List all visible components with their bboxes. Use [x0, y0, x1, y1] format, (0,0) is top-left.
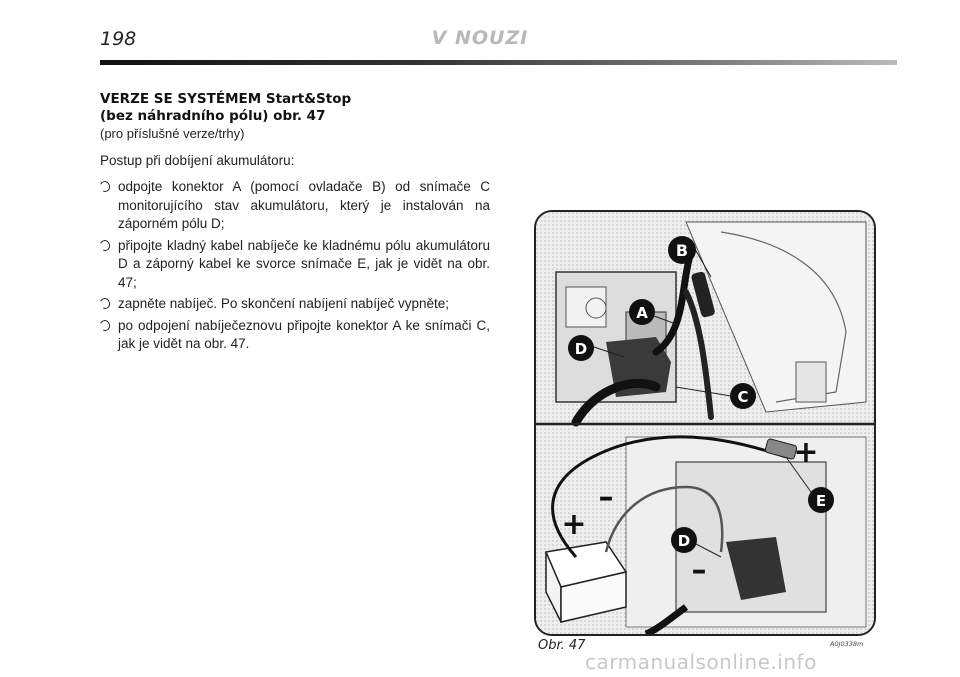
minus-sign-top: – — [598, 480, 614, 515]
svg-text:C: C — [737, 388, 749, 406]
section-heading — [100, 91, 351, 125]
section-title: V NOUZI — [431, 27, 529, 49]
svg-text:D: D — [677, 532, 691, 550]
list-item-text: odpojte konektor A (pomocí ovladače B) od snímače C monitorujícího stav akumulátoru, který je instalován na záporném pólu D; — [118, 179, 490, 231]
intro-text: Postup při dobíjení akumulátoru: — [100, 153, 295, 168]
heading-line-1: VERZE SE SYSTÉMEM Start&Stop — [100, 91, 352, 107]
list-item — [100, 178, 490, 234]
svg-text:E: E — [815, 492, 827, 510]
list-item — [100, 295, 490, 314]
plus-sign-top: + — [793, 435, 819, 470]
page-number: 198 — [100, 28, 137, 50]
figure-47 — [534, 210, 876, 636]
bullet-icon — [98, 180, 111, 194]
bullet-icon — [98, 238, 111, 252]
figure-caption: Obr. 47 — [538, 638, 586, 653]
plus-sign-left: + — [561, 507, 587, 542]
header-rule — [100, 60, 897, 65]
list-item-text: po odpojení nabíječeznovu připojte konektor A ke snímači C, jak je vidět na obr. 47. — [118, 317, 490, 351]
svg-text:B: B — [675, 241, 689, 260]
minus-sign-bottom: – — [691, 553, 707, 588]
svg-text:D: D — [574, 340, 588, 358]
svg-text:A: A — [636, 304, 648, 322]
list-item — [100, 237, 490, 293]
watermark-text: carmanualsonline.info — [585, 650, 817, 674]
bullet-icon — [98, 297, 111, 311]
list-item-text: připojte kladný kabel nabíječe ke kladnému pólu akumulátoru D a záporný kabel ke svorce snímače E, jak je vidět na obr. 47; — [118, 237, 490, 290]
bullet-icon — [98, 318, 111, 332]
battery-illustration — [536, 212, 874, 634]
figure-code: A0J0338m — [830, 640, 864, 648]
heading-line-2: (bez náhradního pólu) obr. 47 — [100, 108, 326, 124]
list-item — [100, 317, 490, 354]
list-item-text: zapněte nabíječ. Po skončení nabíjení nabíječ vypněte; — [118, 296, 449, 311]
subheading: (pro příslušné verze/trhy) — [100, 126, 245, 141]
instruction-list — [100, 178, 490, 357]
